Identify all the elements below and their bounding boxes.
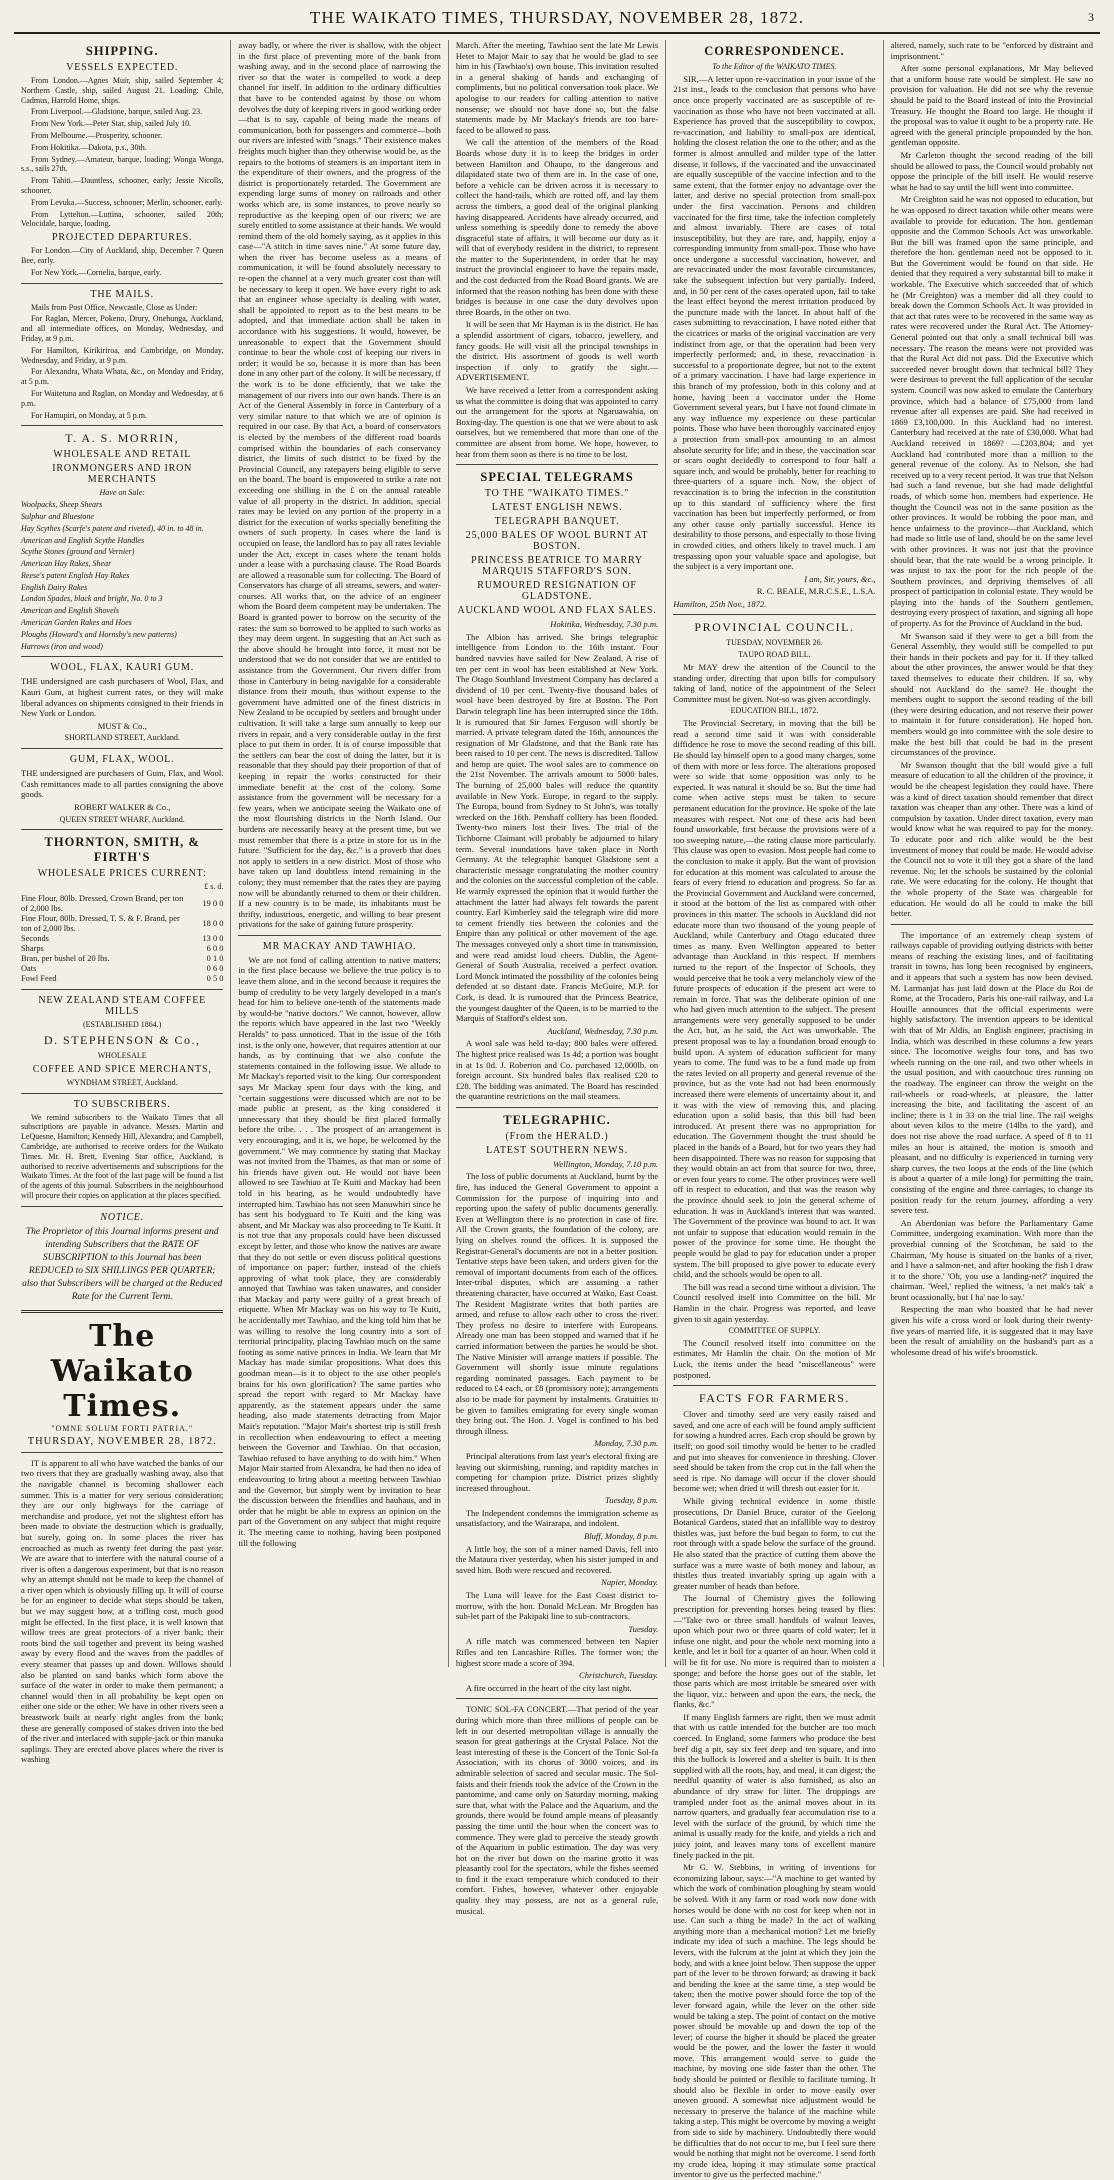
council-paragraph: Mr Creighton said he was not opposed to education, but he was opposed to direct taxation while other means were available to provide for education. The hon. gentleman opposite and the Common Schools Act was unworkable. But the bill was framed upon the same principle, and therefore the hon. gentleman need not be opposed to it. But the Government would be found on that side. He denied that they required a very substantial bill to make it workable. The Executive which succeeded that of which he (Mr Creighton) was a member did all they could to break down the Common Schools Act. It was provided in that act that rates were to be recovered in the same way as rates were recovered under the Rural Act. The Attorney-General pointed out that only a small technical bill was necessary. The reason the means were not provided was that the Rural Act did not pass. Did the Executive which succeeded never brought down that technical bill? They were desirous to prevent the full application of the secular system. Council was now asked to emulate the Canterbury province, which had a balance of £75,000 from land revenue after all expenses are paid. She had received in 1869 £3,100,000. In this Auckland had no interest. Canterbury had received at the rate of £30,000. What had Auckland received in 1869? —£203,804; and yet Auckland had contributed more than a million to the general revenue of the colony. As to Nelson, she had received up to a very recent period. It was true that Nelson had such a land revenue, but she had made delightful roads, of which some hon. members had experience. He thought the Council was not in the same position as the other provinces. It would be robbing the poor man, and hence unfairness to the province—that Auckland, which had made so little use of land, should be on the same level with other provinces. It was not just that the province should bear, that the rate would be a wrong principle. It was unjust to tax the poor for the rich people of the Southern provinces, and depriving themselves of all prospect of participation in colonial estate. They would be playing into the hands of the Southern gentlemen, destroying every prospect of taxation, and signing all hope of property. As for the Province of Auckland in the bud.: [890, 194, 1094, 629]
price-item: Fine Flour, 80lb. Dressed, T. S. & F. Brand, per ton of 2,000 lbs.: [21, 914, 180, 934]
price-item: Bran, per bushel of 20 lbs.: [21, 954, 110, 964]
telegraphic-source: (From the HERALD.): [505, 1130, 609, 1142]
subscribers-heading: TO SUBSCRIBERS.: [73, 1098, 171, 1110]
list-item: For New York.—Cornelia, barque, early.: [31, 267, 162, 277]
page-header: [14, 6, 1100, 34]
provincial-paragraph: Mr MAY drew the attention of the Council to the standing order, directing that upon bills for compulsory taking of land, notice of the appointment of the Select Committee must be given. Not-so was given accordingly.: [673, 662, 876, 704]
divider: [21, 656, 223, 657]
farmers-paragraph: If many English farmers are right, then we must admit that with us cattle intended for the butcher are too much coerced. In England, some farmers who produce the best beef dig a pit, say six feet deep and ten square, and into this the bullock is lowered and a shelter is built. It is then supplied with all the roots, hay, and meal, it can digest; the needful quantity of water is also furnished, as also an abundance of dry straw for litter. The droppings are trampled under foot as the animal moves about in its narrow quarters, and gradually fear accumulation rise to a level with the surface of the ground, by which time the animal is usually ready for the knife, and yields a rich and juicy joint, and leaves many tons of excellent manure finely packed in the pit.: [673, 1711, 876, 1860]
wool-heading: WOOL, FLAX, KAURI GUM.: [50, 662, 195, 674]
paper-date: THURSDAY, NOVEMBER 28, 1872.: [27, 1435, 217, 1447]
hayman-paragraph: It will be seen that Mr Hayman is in the district. He has a splendid assortment of cigars, tobacco, jewellery, and fancy goods. He will visit all the principal townships in the district. His assortment of goods is well worth inspection if only to gratify the sight.—ADVERTISEMENT.: [455, 319, 659, 383]
page-number: 3: [1088, 10, 1094, 24]
list-item: Reese's patent English Hay Rakes: [21, 570, 130, 580]
dateline: Bluff, Monday, 8 p.m.: [583, 1531, 659, 1542]
table-row: [21, 964, 223, 974]
morrin-trade: IRONMONGERS AND IRON MERCHANTS: [52, 463, 193, 486]
coffee-trade: COFFEE AND SPICE MERCHANTS,: [32, 1063, 212, 1075]
list-item: From Levuka.—Success, schooner; Merlin, schooner, early.: [31, 197, 223, 207]
list-item: For Alexandra, Whata Whata, &c., on Monday and Friday, at 5 p.m.: [21, 367, 224, 387]
price-value: 19 0 0: [202, 899, 224, 909]
wool-text: THE undersigned are cash purchasers of Wool, Flax, and Kauri Gum, at highest current rates, or they will make liberal advances on shipments consigned to their friends in New York or London.: [21, 676, 224, 719]
farmers-paragraph: The Journal of Chemistry gives the following prescription for preventing horses being teased by flies:—"Take two or three small handfuls of walnut leaves, upon which pour two or three quarts of cold water; let it infuse one night, and pour the whole next morning into a kettle, and let it boil for a quarter of an hour. When cold it will be fit for use. No more is required than to moisten a sponge; and before the horse goes out of the stable, let those parts which are most irritable be smeared over with the liquor, viz.: between and upon the ears, the neck, the flanks, &c.": [673, 1593, 876, 1710]
coffee-heading: NEW ZEALAND STEAM COFFEE MILLS: [38, 995, 207, 1018]
list-item: For Waitetuna and Raglan, on Monday and Wednesday, at 6 p.m.: [21, 388, 224, 408]
council-paragraph: After some personal explanations, Mr May believed that a uniform house rate would be simplest. He saw no provision for valuation. He did not see why the revenue should be paid to the Board instead of into the Provincial Treasury. He thought the Board too large. He thought if the proposal was to value it ought to be a property rate. He agreed with the general principle propounded by the hon. gentleman opposite.: [890, 63, 1094, 148]
divider: [891, 924, 1093, 925]
leader-continued: away badly, or where the river is shallow, with the object in the first place of preventing more of the bank from washing away, and in the second place of narrowing the river so that the water is compelled to work a deep channel for itself. In addition to the ordinary difficulties that have to be contended against by those on whom devolves the duty of keeping rivers in good working order—that is to say, capable of being made the means of communication, both for passengers and commerce—both our rivers are infested with "snags." Their existence makes freights much higher than they otherwise would be, as the repairs to the bottoms of steamers is an important item in the expenditure of their owners, and the progress of the district is proportionately retarded. The Government are expending large sums of money on railroads and other works which are, in some instances, to prove nearly so reproductive as the keeping open of our rivers; we are surely entitled to some assistance at their hands. We would remind them of the old homely saying, as it applies in this case—"A stitch in time saves nine." At some future day, when the river has become useless as a means of communication, it will be found absolutely necessary to re-open the channel at a very much greater cost than will be necessary to keep it open. We have every right to ask that an engineer whose specialty is dealing with water, shall be appointed to report as to the best means to be adopted, and that immediate action shall be taken in accordance with his suggestions. It would, however, be unreasonable to expect that the Government should continue to bear the whole cost of keeping our rivers in order; it would be so, because it is more than has been done in any other part of the colony. It will be necessary, if the work is to be done efficiently, that we take the management of our rivers into our own hands. There is an Act of the General Assembly in force in Canterbury of a very similar nature to that which we are of opinion is required in our case. By that Act, a board of conservators is elected by the members of the different road boards comprised within the boundaries of each conservancy district, the limits of such district to be fixed by the Provincial Council, any ratepayers being eligible to serve on the board. The board is empowered to strike a rate not exceeding one shilling in the £ on the annual rateable value of all property in the district. In addition, special rates may be levied on any portion of the property in a district for the execution of works specially benefiting the owners of such property. In cases where the land is occupied on lease, the landlord has to pay all rates leviable under the Act, except in cases where the tenant holds under a lease with a purchasing clause. The Road Boards are allowed a reasonable sum for collecting. The Board of Conservators has charge of all streams, sewers, and water-courses. All works that, on the advice of an engineer whom the Board deem competent may be undertaken. The Board is granted power to borrow on the security of the rates: the sum so borrowed to be applied to such works as they may deem urgent. In suggesting that an Act such as the above should be brought into force, it must not be understood that we do not consider that we are entitled to assistance from the Government. Our rivers differ from those in Canterbury in being navigable for a considerable distance from their mouth, thus without expense to the government have admitted one of the finest districts in New Zealand to be occupied by settlers and brought under cultivation. It will take a large sum annually to keep our rivers in repair, and a very considerable outlay in the first place to put them in order. It is of course impossible that the settlers can bear the cost of doing the latter, but it is reasonable that they should pay their proportion of that of keeping in repair the works constructed for their immediate benefit at the cost of the colony. Some assistance from the government will be necessary for a few years, when we anticipate seeing the Waikato one of the most flourishing districts in the North Island. Our burdens are necessarily heavy at the present time, but we must remember that there is a prize in store for us in the future. "Sufficient for the day, &c." is a proverb that does not apply to settlers in a new district. Most of those who have taken up land doubtless intend remaining in the colony; they must remember that the rates they are paying now will be abundantly returned to them or their children. If a new country is to be made, its inhabitants must be thrifty, industrious, energetic, and willing to bear present privations for the sake of gaining future prosperity.: [238, 40, 441, 930]
divider: [673, 614, 875, 615]
provincial-paragraph: The Council resolved itself into committee on the estimates, Mr Hamlin the chair. On the motion of Mr Luck, the items under the head "miscellaneous" were postponed.: [673, 1337, 876, 1380]
wife-paragraph: Respecting the man who boasted that he had never given his wife a cross word or look during their twenty-five years of married life, it is suggested that it may have been the result of amiability on the husband's part as a wholesome dread of his wife's broomstick.: [890, 1304, 1094, 1357]
wool-burnt: 25,000 BALES OF WOOL BURNT AT BOSTON.: [465, 530, 649, 553]
farmers-paragraph: Clover and timothy seed are very easily raised and saved, and one acre of each will be found amply sufficient for sowing a hundred acres. Each crop should be grown by itself; on good soil timothy would be better to be cradled and put into sheaves for convenience in threshing. Clover seed should be taken from the crop cut in the fall when the seed is ripe. No damage will occur if the clover should become wet; when dried it will thresh out easier for it.: [673, 1409, 876, 1494]
bridges-paragraph: We call the attention of the members of the Road Boards whose duty it is to keep the bridges in order between Hamilton and Ohaupo, to the dangerous and dilapidated state two of them are in. In the case of one, before a vehicle can be driven across it is necessary to collect the hand-rails, which are rotted off, and lay them across the timbers, a good deal of the original planking having disappeared. Accidents have already occurred, and unless something is speedily done to remedy the above disgraceful state of affairs, it will become our duty as it will that of everybody resident in the district, to represent the matter to the Superintendent, in order that he may instruct the provincial engineer to have the repairs made, and the cost deducted from the Road Board grants. We are informed that the reason nothing has been done with these bridges is because in one case the duty devolves upon three Boards, in the other on two.: [455, 137, 659, 317]
southern-news: LATEST SOUTHERN NEWS.: [486, 1144, 628, 1156]
list-item: American Garden Rakes and Hoes: [21, 618, 132, 628]
correspondence-heading: CORRESPONDENCE.: [704, 44, 845, 58]
dateline: Christchurch, Tuesday.: [579, 1670, 659, 1681]
departures-list: [21, 246, 223, 277]
price-value: 0 6 0: [206, 964, 224, 974]
dateline: Tuesday.: [628, 1623, 659, 1634]
princess-beatrice: PRINCESS BEATRICE TO MARRY MARQUIS STAFFORD'S SON.: [471, 555, 643, 578]
farmers-paragraph: Mr G. W. Stebbins, in writing of inventions for economizing labour, says:—"A machine to get wanted by which the work of combination ploughing by steam would be solved. With it any farm or road work now done with horses would be done with no cost for keep when not in use. Can such a thing be made? In the act of walking anything more than a mechanical motion? Let me briefly indicate my idea of such a machine. The legs should be levers, with the fulcrum at the joint at which they join the body, and with a knee joint below. Then suppose the upper part of the lever to be thrown forward; as drawing it back and bending the knee at the same time, a step would be taken; then the motive power should force the top of the lever forward again, while the lever on the other side would be taking a step. The point of contact on the motive power should be movable up and down the top of the lever; of course the higher it should be placed the greater would be the power, and the lower the faster it would move. This arrangement would serve to guide the machine, by moving one side faster than the other. The body should be pointed or flexible to facilitate turning. It should also be flexible in order to move easily over uneven ground. A somewhat nice adjustment would be necessary to preserve the balance of the machine while taking a step. This might be overcome by moving a weight from side to side by machinery. Undoubtedly there would be difficulties that do not occur to me, but I feel sure there would be nothing that might not be overcome. I send forth my crude idea, hoping it may stimulate some practical inventor to give us the perfected machine.": [673, 1862, 876, 2180]
list-item: Woolpacks, Sheep Shears: [21, 500, 103, 510]
morrin-name: T. A. S. MORRIN,: [65, 431, 180, 446]
list-item: English Dairy Rakes: [21, 582, 88, 592]
divider: [21, 989, 223, 990]
list-item: From Melbourne.—Prosperity, schooner.: [31, 130, 163, 140]
list-item: From Lyttelton.—Luttina, schooner, sailed 20th; Velocidale, barque, loading.: [21, 209, 224, 229]
shipping-heading: SHIPPING.: [85, 44, 159, 58]
column-1: [14, 40, 231, 1765]
news-item: The Albion has arrived. She brings telegraphic intelligence from London to the 16th instant. Four hundred navvies have sailed for New Zealand. A rise of ten per cent in wool has been established at New York. The Otago Southland Investment Company has declared a dividend of 10 per cent. Twenty-five thousand bales of wool have been destroyed by fire at Boston. The Port Darwin telegraph line has been interrupted since the 18th. It is rumoured that Sir James Ferguson will shortly be married. A private telegram dated the 16th, announces the resignation of Mr Gladstone, and that the Bank rate has been raised to 10 per cent. The news is discredited. Tallow and hemp are quiet. The wool sales are to commence on the 21st November. The arrivals amount to 5000 bales. The burning of 25,000 bales will reduce the quantity available in New York. Europe, in regard to the supply. The Europa, bound from Sydney to St John's, was totally wrecked on the 16th. Penshaff colliery has been flooded. Twenty-two miners lost their lives. The trial of the Tichborne Claimant will probably be adjourned to hilary term. Several inundations have taken place in North Germany. At the telegraphic banquet Gladstone sent a characteristic message congratulating the mother country and the colonies on the successful completion of the cable. He warmly expressed the opinion that it would further the attachment the latter had always felt towards the parent country. Earl Kimberley said the telegraph wire did more to cement friendly ties between the colonies and the Empire than any political or other movement of the age. The messages conveyed only a short time in transmission, and were read amidst loud cheers. Dublin, the Agent-General of South Australia, received a perfect ovation. Lord Monck intimated the possibility of the colonies being defended at so distant date. Francis McGuire, M.P. for Cork, is dead. It is rumoured that the Princess Beatrice, the youngest daughter of the Queen, is to be married to the Marquis of Stafford's eldest son.: [455, 631, 659, 1024]
column-5: [884, 40, 1100, 1667]
price-item: Fine Flour, 80lb. Dressed, Crown Brand, per ton of 2,000 lbs.: [21, 894, 184, 914]
list-item: Mails from Post Office, Newcastle, Close as Under:: [31, 302, 198, 312]
council-paragraph: Mr Carleton thought the second reading of the bill should be allowed to pass, the Council would probably not oppose the principle of the bill itself. He would reserve what he had to say until the bill went into committee.: [890, 149, 1094, 192]
notice-text: The Proprietor of this Journal informs present and intending Subscribers that the RATE OF SUBSCRIPTION to this Journal has been REDUCED to SIX SHILLINGS PER QUARTER; also that Subscribers will be charged at the Reduced Rate for the Current Term.: [22, 1226, 223, 1302]
columns: [14, 40, 1100, 2180]
sports-paragraph: We have received a letter from a correspondent asking us what the committee is doing that was appointed to carry out the arrangement for the sports at Ngaruawahia, on Boxing-day. The question is one that we were about to ask ourselves, but we remembered that more than one of the committee are absent from home. We hope, however, to hear from them soon as there is no time to be lost.: [455, 385, 659, 459]
table-row: [21, 974, 223, 984]
notice-heading: NOTICE.: [100, 1211, 145, 1223]
list-item: Ploughs (Howard's and Hornsby's new patterns): [21, 629, 177, 639]
table-row: [21, 914, 223, 934]
list-item: Sulphur and Bluestone: [21, 511, 94, 521]
divider: [21, 283, 223, 284]
column-3: [449, 40, 666, 1916]
divider: [238, 935, 440, 936]
farmers-heading: FACTS FOR FARMERS.: [698, 1391, 850, 1406]
thornton-sub: WHOLESALE PRICES CURRENT:: [37, 868, 207, 880]
news-item: A wool sale was held to-day; 800 bales were offered. The highest price realised was 1s 4d; a portion was bought in at 1s 0d. J. Roberton and Co. purchased 12,000lb. on foreign account. Six hundred bales flax realised £20 to £28. The bidding was animated. The Board has rescinded the quarantine restrictions on the mail steamers.: [455, 1038, 659, 1102]
council-continued: altered, namely, such rate to be "enforced by distraint and imprisonment.": [890, 40, 1094, 61]
divider: [21, 748, 223, 749]
subscribers-text: We remind subscribers to the Waikato Times that all subscriptions are payable in advance. Messrs. Martin and LeQuesne, Hamilton; Kennedy Hill, Alexandra; and Campbell, Cambridge, are authorised to receive orders for the Waikato Times. Mr. H. Brett, Evening Star office, Auckland, is authorised to receive advertisements and subscriptions for the Waikato Times. At the foot of the last page will be found a list of the agents of this journal. Subscribers in the neighbourhood will procure their copies on application at the places specified.: [21, 1112, 224, 1200]
price-table: [21, 894, 223, 984]
column-2: [231, 40, 448, 1667]
news-item: The Independent condemns the immigration scheme as unsatisfactory, and the Wairarapa, and indolent.: [455, 1507, 659, 1529]
coffee-address: WYNDHAM STREET, Auckland.: [66, 1077, 178, 1087]
wool-firm: MUST & Co.,: [97, 720, 147, 731]
dateline: Wellington, Monday, 7.10 p.m.: [553, 1158, 659, 1169]
council-paragraph: Mr Swanson thought that the bill would give a full measure of education to all the children of the province, it would be the cheapest legislation they could have. There was a kind of direct taxation should remember that direct taxation was cheaper than any other. There was a kind of compulsion by taxation. Under direct taxation, every man would know what he was required to pay for the money. To educate poor and rich alike would be the best investment of money that could be made. He would advise the Council not to vote it till they got a share of the land revenue. No; let the schools be sustained by the colonial rate. We were educating for the colony. He thought that the whole property of the State was chargeable for education. He would do all he could to make the bill better.: [890, 759, 1094, 919]
price-value: 18 0 0: [202, 919, 224, 929]
telegraph-banquet: TELEGRAPH BANQUET.: [494, 516, 620, 528]
council-paragraph: Mr Swanson said if they were to get a bill from the General Assembly, they would still be compelled to put their hands in their pockets and pay for it. If they talked about the other provinces, the answer would be that they taxed themselves to educate their children. If so, why should not Auckland do the same? He thought the members ought to support the second reading of the bill (they were desiring education, and not reserve their power to maintain it for future consideration). He hoped hon. members would go into committee with the sole desire to make the best bill that could be had in the present circumstances of the province.: [890, 630, 1094, 758]
letter-signoff: I am, Sir, yours, &c.,: [804, 573, 876, 584]
letter-signer: R. C. BEALE, M.R.C.S.E., L.S.A.: [756, 586, 876, 597]
list-item: For Raglan, Mercer, Pokeno, Drury, Onehunga, Auckland, and all intermediate offices, on Monday, Wednesday, and Friday, at 9 p.m.: [21, 314, 224, 343]
gum-firm: ROBERT WALKER & Co.,: [74, 802, 171, 813]
divider: [21, 1206, 223, 1207]
gladstone-resignation: RUMOURED RESIGNATION OF GLADSTONE.: [477, 580, 637, 603]
divider: [456, 1107, 658, 1108]
aberdonian-paragraph: An Aberdonian was before the Parliamentary Game Committee, undergoing examination. With more than the proverbial cunning of the Scotchman, he said to the Chairman, 'My house is situated on the banks of a river, and I have a salmon-net, and after hooking the fish I draw it to the shore.' 'Oh, you use a landing-net?' inquired the chairman. 'Weel,' replied the witness, 'a net mak's tak' a brunt ocassionally, but I ha' nae lo say.': [890, 1217, 1094, 1302]
letter-body: SIR,—A letter upon re-vaccination in your issue of the 21st inst., leads to the conclusion that persons who have once once properly vaccinated are as susceptible of re-vaccination as those who have not been vaccinated at all. Experience has proved that the susceptibility to cowpox, re-vaccination, and liability to small-pox are identical, holding the closest relation the one to the other; and as the former is almost annulled and milder type of the latter disease, it follows, if the vaccinated and the unvaccinated are equally susceptible of the vaccine infection and to the same extent, that the former enjoy no advantage over the latter, and derive no special protection from small-pox under the first vaccination. Persons and children vaccinated for the first time, take the infection completely and almost invariably. There are cases of total insusceptibility, but they are rare, and, happily, enjoy a corresponding immunity from small-pox. Those who have once undergone a successful vaccination, however, and are revaccinated under the most favorable circumstances, take the subsequent infection but very partially. Indeed, and, in 50 per cent of the cases operated upon, fail to take the least effect beyond the merest irritation produced by the puncture made with the lancet. In about half of the cases submitting to revaccination, I have noted either that the cicatrices or marks of the original vaccination are very indistinct from age, or that the operation had been very imperfectly performed; and, in these, revaccination is successful to a proportionate degree, but not to the extent of a primary vaccination. I have had large experience in this branch of my profession, both in this colony and at home, having been a vaccinator under the Home Government several years, but I have not found climate in any way influence my experience on these particular points. Those who have been thoroughly vaccinated enjoy a protection from small-pox amounting to an almost absolute security for life; and in these, the vaccination scar or scars ought decidedly to correspond to four half a square inch, and would be probably, better for reaching to three-quarters of a square inch. Now, the object of revaccination is to bring the infection in the constitution up to this standard of sufficiency where the first vaccination has been but imperfectly performed, or from any other cause only partially successful. Hence its desirability to those persons, and especially to those living in crowded cities, and others likely to travel much. I am trespassing upon your valuable space and apologise, but the subject is a very important one.: [673, 73, 876, 572]
gum-address: QUEEN STREET WHARF, Auckland.: [59, 814, 185, 824]
list-item: From London.—Agnes Muir, ship, sailed September 4; Northern Castle, ship, sailed August 21. Loading: Chile, Cadmus, Harrold Home, ships.: [21, 76, 224, 105]
list-item: Scythe Stones (ground and Vernier): [21, 547, 135, 557]
provincial-paragraph: The Provincial Secretary, in moving that the bill be read a second time said it was with considerable diffidence he rose to move the second reading of this bill. He should lay himself open to a good many charges, some of them with more or less force. The alterations proposed were so wide that some opposition was only to be expected. It was natural it should be so. But the time had come when active steps must be taken to secure permanent education for the province. He spoke of the late measures with respect. Not one of these acts had been found unworkable, first because the provisions were of a too sweeping nature,—the rating clause more particularly. This clause was open to evasion. Most people had come to the conclusion to make it apply. But the want of provision for education at this moment was calculated to arouse the fears of every friend to education and progress. So far as the Provincial Government and Auckland were concerned, it stood at the bottom of the list as compared with other provinces in this matter. The schools in Auckland did not educate more than two thousand of the young people of Auckland, while Canterbury and Otago educated three times as many. Even Wellington appeared to better advantage than Auckland in this respect. If members turned to the report of the Inspector of Schools, they would perceive that he took a very melancholy view of the future prospects of education if the present act were to remain in force. That was the deliberate opinion of one who had given much attention to the subject. The present arrangements were very generally supposed to be under the Act, but, as he said, the Act was unworkable. The present proposal was to lay a foundation broad enough to build upon. A system of education sufficient for many years to come. The fund was to be a fund made up from the rates levied on all property and general revenue of the province, but as the vote had not had been enormously increased there were elements of uncertainty about it, and it was with the view of removing this, and placing education upon a solid basis, that this bill had been introduced. At present there was no appropriation for education. The Government thought the trust should be placed in the hands of a Board, but for two years they had been disappointed. There was no reason for supposing that they would obtain an act from that source for two, three, or even four years to come. The other provinces were well off in respect to education, and that was the reason why the province should seek to join the general scheme of education. It was in Auckland's interest that was wanted. The Government of the province was bound to act. It was not unfair to suppose that education would remain in the power of the province for some time. He thought the people would be glad to pay for education under a proper system. The bill proposed to give power to educate every child, and the schools would be open to all.: [673, 718, 876, 1280]
divider: [21, 1452, 223, 1453]
news-item: The loss of public documents at Auckland, burnt by the fire, has induced the General Government to appoint a Commission for the purpose of inquiring into and reporting upon the safety of public documents generally. Even at Wellington there is no protection in case of fire. All the Crown grants, the foundation of the colony, are lying on shelves round the offices. It is supposed the Registrar-General's documents are not in a better position. Tentative steps have been taken, and orders given for the removal of important documents from each of the offices. Inter-tribal disputes, which are assuming a rather threatening character, have occurred at Waiko, East Coast. The Resident Magistrate writes that both parties are armed, and refuse to allow each other to cross the river. They profess no desire to interfere with Europeans. Already one man has been stopped and warned that if he carried information between the parties he would be shot. The Native Minister will arrange matters if possible. The Government will shortly issue minute regulations regarding nominated passages. Each payment to be reduced to £4 each, or £8 (promissory note); arrangements also to be made for payment by instalments. Gratuities to be given to families emigrating for every single woman they bring out. The Hon. J. Vogel is confined to his bed through illness.: [455, 1171, 659, 1436]
price-item: Oats: [21, 964, 37, 974]
mackay-heading: MR MACKAY AND TAWHIAO.: [262, 940, 417, 952]
paper-motto: "OMNE SOLUM FORTI PATRIA.": [51, 1423, 194, 1433]
list-item: American and English Scythe Handles: [21, 535, 145, 545]
column-4: [666, 40, 883, 2180]
telegrams-heading: SPECIAL TELEGRAMS: [480, 470, 634, 485]
provincial-date: TUESDAY, NOVEMBER 26.: [726, 638, 823, 648]
morrin-stock: Have on Sale:: [99, 488, 145, 498]
table-row: [21, 954, 223, 964]
concert-paragraph: TONIC SOL-FA CONCERT.—That period of the year during which more than three millions of people can be left in our deserted metropolitan village is annually the season for great gatherings at the Crystal Palace. Not the least interesting of these is the Concert of the Tonic Sol-fa Association, with its chorus of 3000 voices, and its admirable selection of sacred and secular music. The Sol-faists and their friends took the advice of the Crown in the pantomime, and came only on Saturday morning, making sure that, what with the Palace and the Aquarium, and the grounds, there would be found ample means of pleasantly passing the time until the hour when the concert was to commence. They were glad to perceive the steady growth of the Aquarium in public estimation. The day was very hot on the river but down on the marine grotto it was pleasantly cool for the spectators, while the fishes seemed to find it the exact temperature which conduced to their comfort. Fishes, however, whatever other enjoyable quality they may possess, are not as a general rule, musical.: [455, 1704, 659, 1916]
leader-article: IT is apparent to all who have watched the banks of our two rivers that they are gradually washing away, also that the navigable channel is becoming shallower each summer. This is a matter for very serious consideration; they are our only highways for the carriage of merchandise and produce, yet not the slightest effort has been made to obviate the destruction which is gradually, but surely, going on. In some places the river has encroached as much as twenty feet during the past year. We are aware that to interfere with the natural course of a river is often a dangerous experiment, but that is no reason why an attempt should not be made to keep the channel of a river open which is obviously filling up. It will of course be for an engineer to decide what steps should be taken, but we may suggest how, at a trifling cost, much good might be effected. In the first place, it is well known that willow trees are great protectors of a river bank; their roots bind the soil together and prevent its being washed away by every flood and the waves from the paddles of every steamer that passes up and down. Willows should also be planted on sand banks which form above the surface of the water in order to make them permanent; a channel would then in all probability be kept open on either one side or the other. We have in other rivers seen a breastwork built at nearly right angles from the bank; these are generally composed of stakes driven into the bed of the river and interlaced with supple-jack or thin manuka saplings. They are erected above places where the river is washing: [21, 1457, 224, 1765]
coffee-est: (ESTABLISHED 1864.): [82, 1020, 162, 1030]
news-item: A rifle match was commenced between ten Napier Rifles and ten Lancashire Rifles. The former won; the highest score made a score of 394.: [455, 1636, 659, 1668]
latest-english: LATEST ENGLISH NEWS.: [491, 502, 623, 514]
divider: [21, 1310, 223, 1313]
vessels-heading: VESSELS EXPECTED.: [66, 62, 179, 73]
list-item: For London.—City of Auckland, ship, December 7 Queen Bee, early.: [21, 246, 224, 265]
list-item: Harrows (iron and wood): [21, 641, 103, 651]
price-value: 0 1 0: [206, 954, 224, 964]
price-value: 6 0 0: [206, 944, 224, 954]
list-item: American Hay Rakes, Shear: [21, 559, 112, 569]
gum-heading: GUM, FLAX, WOOL.: [69, 754, 175, 766]
list-item: From Liverpool.—Gladstone, barque, sailed Aug. 23.: [31, 107, 203, 117]
farmers-paragraph: While giving technical evidence in some thistle prosecutions, Dr Daniel Bruce, curator of the Geelong Botanical Gardens, stated that an infallible way to destroy thistles was, just before the bud began to form, to cut the root through with a spade below the surface of the ground. He also stated that the practice of cutting them above the surface was a mere waste of both money and labour, as thistles thus treated invariably spring up again with a greater number of heads than before.: [673, 1496, 876, 1591]
dateline: Tuesday, 8 p.m.: [604, 1495, 659, 1506]
page-title: THE WAIKATO TIMES, THURSDAY, NOVEMBER 28, 1872.: [309, 8, 805, 27]
table-row: [21, 934, 223, 944]
coffee-sub: WHOLESALE: [97, 1051, 147, 1060]
provincial-heading: PROVINCIAL COUNCIL.: [694, 620, 855, 635]
dateline: Monday, 7.30 p.m.: [594, 1438, 659, 1449]
divider: [21, 425, 223, 426]
telegraphic-heading: TELEGRAPHIC.: [503, 1112, 611, 1127]
mails-list: [21, 303, 223, 421]
news-item: A little boy, the son of a miner named Davis, fell into the Mataura river yesterday, when his sister jumped in and saved him. Both were rescued and recovered.: [455, 1543, 659, 1575]
morrin-sub: WHOLESALE AND RETAIL: [53, 449, 192, 461]
telegrams-sub: TO THE "WAIKATO TIMES.": [484, 488, 630, 500]
list-item: London Spades, black and bright, No. 0 to 3: [21, 594, 163, 604]
price-value: 0 5 0: [206, 974, 224, 984]
divider: [456, 464, 658, 465]
thornton-heading: THORNTON, SMITH, & FIRTH'S: [44, 835, 200, 865]
divider: [456, 1698, 658, 1699]
wool-address: SHORTLAND STREET, Auckland.: [64, 733, 180, 743]
list-item: From Hokitika.—Dakota, p.s., 30th.: [31, 142, 147, 152]
price-item: Sharps: [21, 944, 44, 954]
departures-heading: PROJECTED DEPARTURES.: [52, 232, 193, 244]
letter-place: Hamilton, 25th Nov., 1872.: [673, 598, 767, 609]
supply-heading: COMMITTEE OF SUPPLY.: [728, 1326, 821, 1336]
dateline: Auckland, Wednesday, 7.30 p.m.: [547, 1025, 659, 1036]
price-item: Seconds: [21, 934, 49, 944]
news-item: A fire occurred in the heart of the city last night.: [465, 1682, 632, 1693]
divider: [21, 829, 223, 830]
news-item: The Luna will leave for the East Coast district to-morrow, with the hon. Donald McLean. Mr Brogden has sub-let part of the Pakipaki line to sub-contractors.: [455, 1590, 659, 1622]
mackay-continued: March. After the meeting, Tawhiao sent the late Mr Lewis Hetet to Major Mair to say that he would be glad to see him in his (Tawhiao's) own house. This invitation resulted in a general shaking of hands and exchanging of compliments, but no political conversation took place. We apologise to our readers for calling attention to native nonsense; we should not have done so, but the false statements made by Mr Mackay's friends are too bare-faced to be allowed to pass.: [455, 40, 659, 135]
divider: [21, 1093, 223, 1094]
table-row: [21, 944, 223, 954]
price-columns: £ s. d.: [204, 882, 224, 892]
price-item: Fowl Feed: [21, 974, 57, 984]
list-item: For Hamilton, Kirikiriroa, and Cambridge, on Monday, Wednesday, and Friday, at 9 p.m.: [21, 345, 224, 365]
morrin-items: [21, 500, 223, 651]
provincial-paragraph: The bill was read a second time without a division. The Council resolved itself into Committee on the bill. Mr Hamlin in the chair. Progress was reported, and leave given to sit again yesterday.: [673, 1281, 876, 1324]
price-value: 13 0 0: [202, 934, 224, 944]
paper-masthead: The Waikato Times.: [50, 1318, 194, 1424]
mails-heading: THE MAILS.: [90, 288, 154, 300]
education-heading: EDUCATION BILL, 1872.: [730, 706, 819, 716]
dateline: Napier, Monday.: [601, 1577, 659, 1588]
list-item: For Hamupiri, on Monday, at 5 p.m.: [31, 410, 147, 420]
divider: [673, 1385, 875, 1386]
taupo-heading: TAUPO ROAD BILL.: [738, 650, 811, 660]
mackay-article: We are not fond of calling attention to native matters; in the first place because we believe the true policy is to leave them alone, and in the second because it requires the bump of credulity to be very largely developed in a man's head for him to believe one-tenth of the statements made by would-be "native doctors." We cannot, however, allow the reports which have appeared in the last two "Weekly Heralds" to pass unnoticed. That in the issue of the 16th inst. is the only one, however, that requires attention at our hands, as by continuing that we also confute the statements contained in the following issue. We allude to Mr Mackay's reported visit to the king. Our correspondent says Mr Mackay spent four days with the king, and "certain suggestions were discussed which are not to be made public at present, as the king considered it unnecessary that they should be first placed formally before the tribe. . . . The prospect of an arrangement is very encouraging, and it is, we hope, be welcomed by the government." We may commence by stating that Mackay was not invited from the Thames, as that man or some of his friends have given out. He would not have been allowed to see Tawhiao at Te Kuiti and Mackay had been told in his hearing, as he would undoubtedly have interrupted him. Tawhiao has not seen Manuwhiri since he has sent his bodyguard to Te Kuiti and the king was absent, and Mr Mackay was also proceeding to Te Kuiti. It is not true that any proposals could have been discussed except by letter, and those who know the natives are aware that they do not settle or even discuss political questions of importance on paper; further, instead of the chiefs approving of what took place, they are considerably annoyed that Tawhiao was taken unawares, and consider that Mackay and party were guilty of a great breach of etiquette. When Mr Mackay was on his way to Te Kuiti, he accidentally met Tawhiao, and the king told him that he was willing to resolve the long country into a sort of territorial principality, placing Tawhiao much on the same footing as some native princes in India. We learn that Mr Mackay has made similar propositions. What does this goodman mean—is it to object to the use other people's brains for his own glorification? The same parties who spread the report with regard to Mr Mackay have apparently, as the statement appears under the same heading, also made statements detracting from Major Mair's reputation. "Major Mair's shortest trip is still fresh in recollection when endeavouring to effect a meeting between the Governor and Tawhiao. On that occasion, Tawhiao refused to have anything to do with him." When Major Mair started from Alexandra, he had then no idea of endeavouring to bring about a meeting between Tawhiao and the Governor, but simply went by invitation to hear the discussion between the friendlies and hauhaus, and in order that he might be able to express an opinion on the part of the Government on any subject that might require it. The meeting came to nothing, having been postponed till the following: [238, 954, 441, 1548]
coffee-firm: D. STEPHENSON & Co.,: [43, 1033, 201, 1047]
table-row: [21, 894, 223, 914]
dateline: Hokitika, Wednesday, 7.30 p.m.: [550, 619, 659, 630]
gum-text: THE undersigned are purchasers of Gum, Flax, and Wool. Cash remittances made to all parties consigning the above goods.: [21, 768, 224, 800]
news-item: Principal alterations from last year's electoral fixing are leaving out skirmishing, running, and rapidity matches in competing for champion prize. District prizes slightly increased throughout.: [455, 1450, 659, 1493]
railway-paragraph: The importance of an extremely cheap system of railways capable of providing outlying districts with better means of reaching the existing lines, and of facilitating transit in towns, has long been recognised by engineers, and it appears that such a system has now been devised. M. Larmanjat has just laid down at the Place du Roi de Rome, at the Trocadero, Paris his one-rail railway, and La Houille announces that the official experiments were highly satisfactory. The invention appears to be identical with that of Mr Aldis, an English engineer, practising in India, which was described in these columns a few years since. The locomotive weighs four tons, and has two wheels running on the one rail, and two other wheels in the usual position, and with caoutchouc tires running on the roadway. The engineer can throw the weight on the rail-wheels or road-wheels, at pleasure, the latter increasing the bite, and facilitating the ascent of an incline; there is 1 in 33 on the trial line. The rail weighs about seven kilos to the metre (14lbs to the yard), and does not rise above the road surface. A speed of 8 to 11 miles an hour is attained, the motion is smooth and pleasant, and no difficulty is experienced in turning very sharp curves, the two loops at the ends of the line (which is about a quarter of a mile long) for permitting the train, consisting of the engine and three carriages, to change its position ready for the return journey, affording a very severe test.: [890, 929, 1094, 1216]
vessels-list: [21, 76, 223, 229]
list-item: American and English Shovels: [21, 606, 119, 616]
list-item: Hay Scythes (Scarfe's patent and riveted), 40 in. to 48 in.: [21, 523, 204, 533]
auckland-wool-sales: AUCKLAND WOOL AND FLAX SALES.: [457, 605, 657, 617]
to-editor: To the Editor of the WAIKATO TIMES.: [712, 62, 837, 71]
list-item: From Sydney.—Amateur, barque, loading; Wonga Wonga, s.s., sails 27th.: [21, 154, 224, 174]
list-item: From New York.—Peter Star, ship, sailed July 10.: [31, 119, 192, 129]
list-item: From Tahiti.—Dauntless, schooner, early; Jessie Nicolls, schooner.: [21, 176, 224, 195]
